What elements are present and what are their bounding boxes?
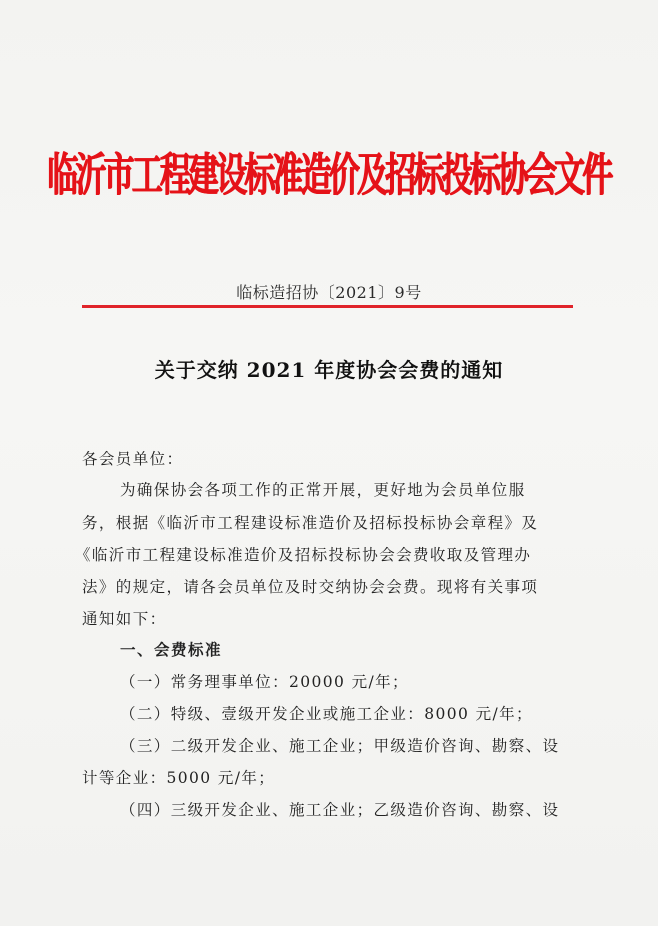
paragraph-line: 为确保协会各项工作的正常开展，更好地为会员单位服 <box>120 481 526 499</box>
paragraph-line: 务，根据《临沂市工程建设标准造价及招标投标协会章程》及 <box>82 514 539 532</box>
fee-line: （二）特级、壹级开发企业或施工企业：8000 元/年； <box>120 705 533 723</box>
document-number: 临标造招协〔2021〕9号 <box>236 283 422 302</box>
fee-line: 计等企业：5000 元/年； <box>82 769 276 787</box>
fee-line: （四）三级开发企业、施工企业；乙级造价咨询、勘察、设 <box>120 801 560 819</box>
fee-line: （三）二级开发企业、施工企业；甲级造价咨询、勘察、设 <box>120 737 560 755</box>
fee-line: （一）常务理事单位：20000 元/年； <box>120 673 409 691</box>
paragraph-line: 法》的规定，请各会员单位及时交纳协会会费。现将有关事项 <box>82 578 539 596</box>
paragraph-line: 《临沂市工程建设标准造价及招标投标协会会费收取及管理办 <box>75 546 532 564</box>
notice-title: 关于交纳 2021 年度协会会费的通知 <box>154 358 504 382</box>
paragraph-line: 通知如下： <box>82 610 167 628</box>
header-divider-line <box>82 305 573 308</box>
section-heading: 一、会费标准 <box>120 641 223 659</box>
org-header-title: 临沂市工程建设标准造价及招标投标协会文件 <box>47 150 611 203</box>
salutation: 各会员单位： <box>82 450 184 468</box>
